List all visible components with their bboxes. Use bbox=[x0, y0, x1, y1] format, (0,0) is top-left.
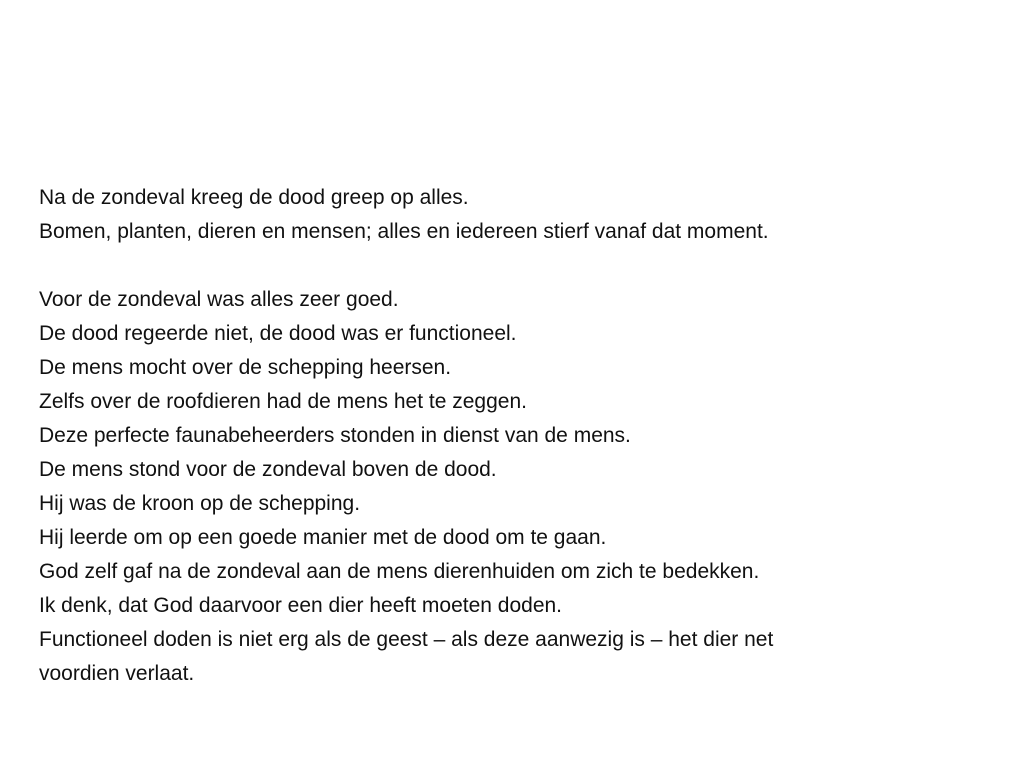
text-line: Bomen, planten, dieren en mensen; alles en iedereen stierf vanaf dat moment. bbox=[39, 220, 769, 243]
slide-text-body bbox=[39, 181, 999, 691]
text-line: Hij leerde om op een goede manier met de dood om te gaan. bbox=[39, 526, 607, 549]
text-line: God zelf gaf na de zondeval aan de mens dierenhuiden om zich te bedekken. bbox=[39, 560, 760, 583]
text-line: Hij was de kroon op de schepping. bbox=[39, 492, 361, 515]
text-line: Deze perfecte faunabeheerders stonden in dienst van de mens. bbox=[39, 424, 631, 447]
text-line: voordien verlaat. bbox=[39, 662, 195, 685]
text-line: De mens mocht over de schepping heersen. bbox=[39, 356, 452, 379]
text-line: Zelfs over de roofdieren had de mens het te zeggen. bbox=[39, 390, 527, 413]
paragraph-1 bbox=[39, 181, 999, 249]
text-line: Voor de zondeval was alles zeer goed. bbox=[39, 288, 399, 311]
text-line: De mens stond voor de zondeval boven de dood. bbox=[39, 458, 497, 481]
text-line: Ik denk, dat God daarvoor een dier heeft moeten doden. bbox=[39, 594, 563, 617]
paragraph-2 bbox=[39, 283, 999, 691]
text-line: Functioneel doden is niet erg als de geest – als deze aanwezig is – het dier net bbox=[39, 628, 774, 651]
text-line: De dood regeerde niet, de dood was er functioneel. bbox=[39, 322, 517, 345]
text-line: Na de zondeval kreeg de dood greep op alles. bbox=[39, 186, 469, 209]
